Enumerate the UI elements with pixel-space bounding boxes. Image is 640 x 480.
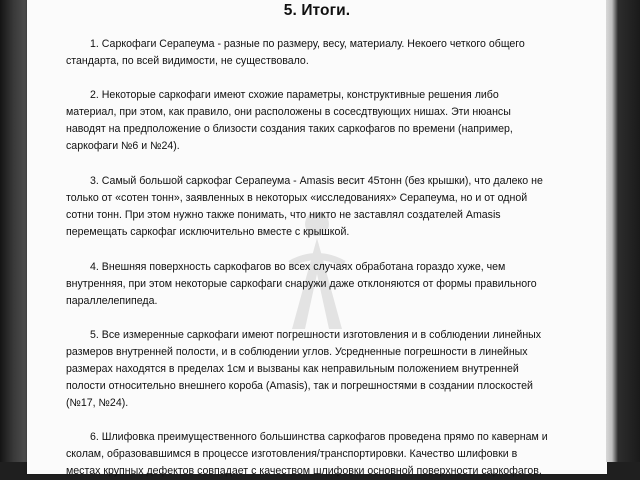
paragraph-4 — [66, 259, 571, 310]
text-line: внутренняя, при этом некоторые саркофаги снаружи даже отклоняются от формы правильного — [66, 278, 537, 290]
text-line: наводят на предположение о близости создания таких саркофагов по времени (например, — [66, 123, 513, 135]
text-line: 5. Все измеренные саркофаги имеют погрешности изготовления и в соблюдении линейных — [90, 329, 542, 341]
window-edge — [606, 0, 640, 462]
text-line: размеров внутренней полости, и в соблюдении углов. Усредненные погрешности в линейных — [66, 346, 528, 358]
text-line: 6. Шлифовка преимущественного большинства саркофагов проведена прямо по кавернам и — [90, 431, 548, 443]
document-page — [27, 0, 607, 477]
text-line: сотни тонн. При этом нужно также понимать, что никто не заставлял создателей Amasis — [66, 209, 501, 221]
text-line: 1. Саркофаги Серапеума - разные по размеру, весу, материалу. Некоего четкого общего — [90, 38, 525, 50]
text-line: размерах находятся в пределах 1см и вызваны как неправильным положением внутренней — [66, 363, 519, 375]
paragraph-1 — [66, 36, 571, 70]
text-line: стандарта, по всей видимости, не существовало. — [66, 55, 309, 67]
paragraph-6 — [66, 429, 571, 480]
text-line: перемещать саркофаг исключительно вместе с крышкой. — [66, 226, 350, 238]
text-line: саркофаги №6 и №24). — [66, 140, 180, 152]
text-line: 4. Внешняя поверхность саркофагов во всех случаях обработана гораздо хуже, чем — [90, 261, 506, 273]
paragraph-3 — [66, 173, 571, 241]
text-line: только от «сотен тонн», заявленных в некоторых «исследованиях» Серапеума, но и от одной — [66, 192, 528, 204]
text-line: 3. Самый большой саркофаг Серапеума - Amasis весит 45тонн (без крышки), что далеко не — [90, 175, 543, 187]
text-line: материал, при этом, как правило, они расположены в сосесдтвующих нишах. Эти нюансы — [66, 106, 511, 118]
text-line: полости относительно внешнего короба (Amasis), так и погрешностями в создании плоскостей — [66, 380, 533, 392]
text-line: местах крупных дефектов совпадает с качеством шлифовки основной поверхности саркофагов, — [66, 465, 542, 477]
text-line: сколам, образовавшимся в процессе изготовления/транспортировки. Качество шлифовки в — [66, 448, 518, 460]
paragraph-2 — [66, 87, 571, 155]
text-line: 2. Некоторые саркофаги имеют схожие параметры, конструктивные решения либо — [90, 89, 499, 101]
paragraph-5 — [66, 327, 571, 412]
text-line: параллелепипеда. — [66, 295, 158, 307]
page-title: 5. Итоги. — [283, 2, 351, 19]
text-line: (№17, №24). — [66, 397, 129, 409]
